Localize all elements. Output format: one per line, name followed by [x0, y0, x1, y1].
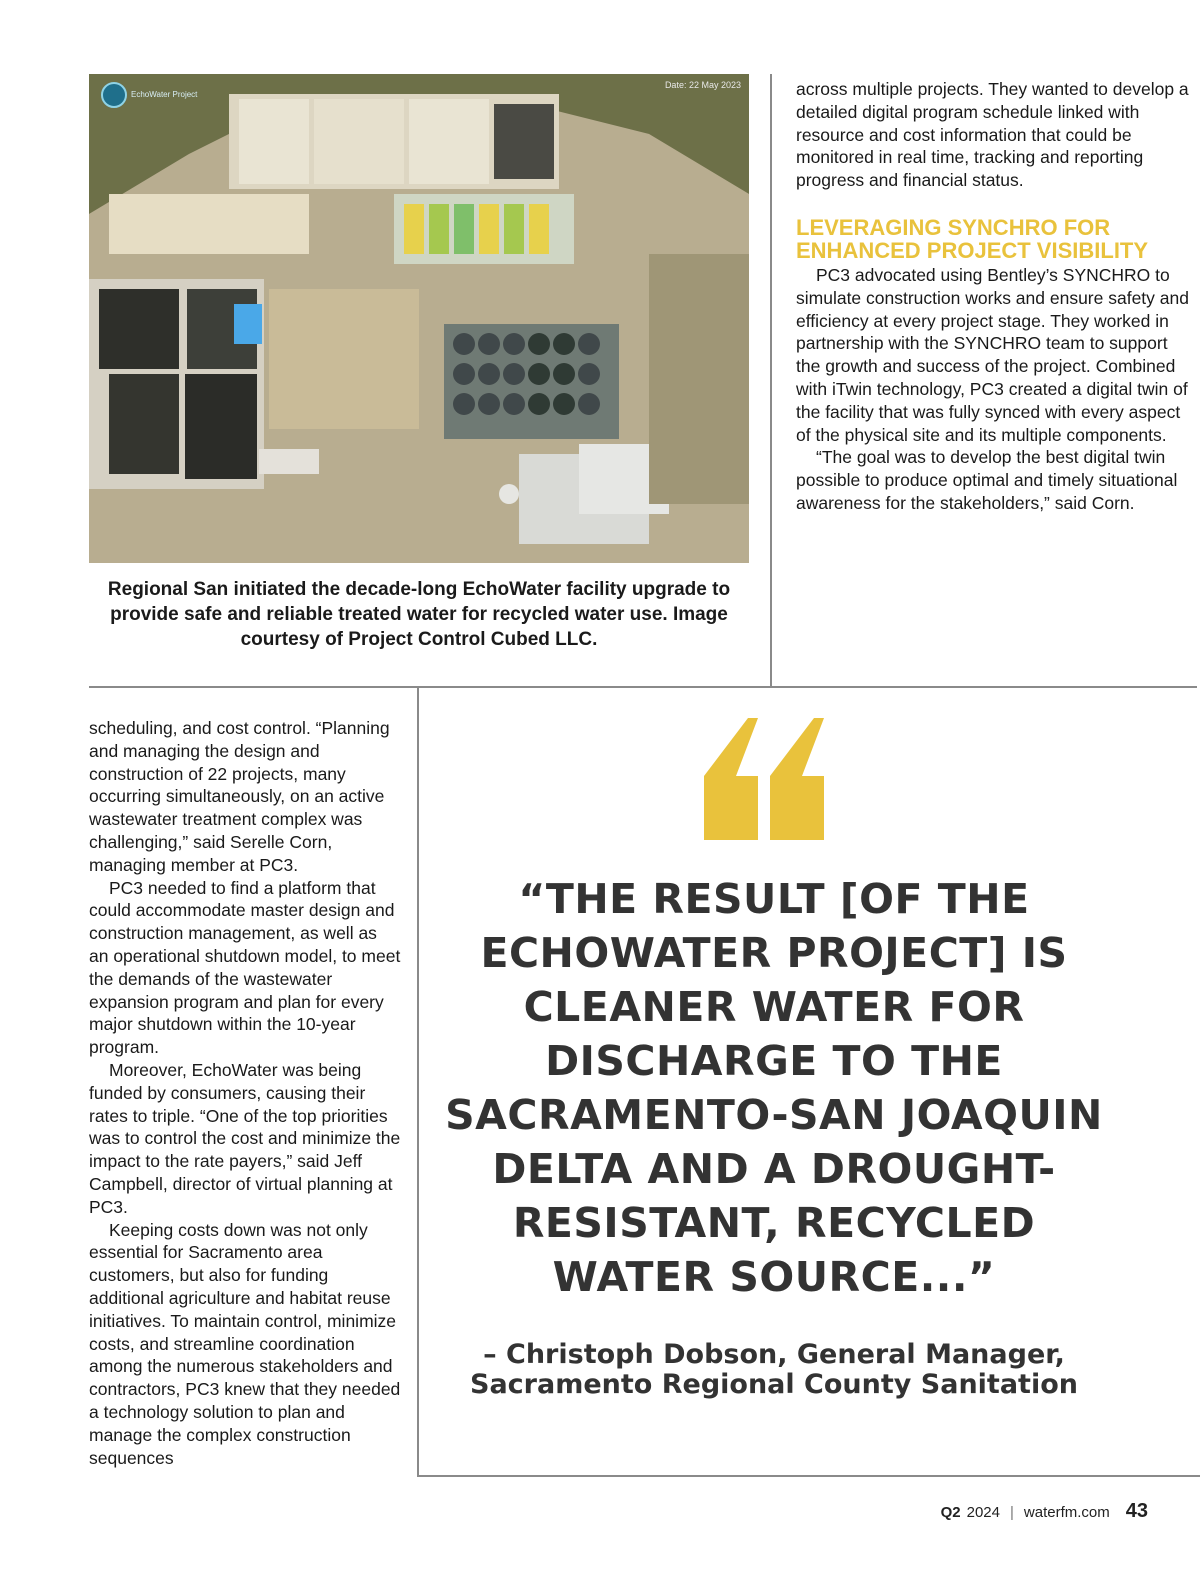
- left-column: [89, 717, 401, 1469]
- right-paragraph-1: across multiple projects. They wanted to develop a detailed digital program schedule linked with resource and cost information that could be monitored in real time, tracking and reporting progress and financial status.: [796, 79, 1189, 191]
- left-paragraph-4: Keeping costs down was not only essential for Sacramento area customers, but also for funding additional agriculture and habitat reuse initiatives. To maintain control, minimize costs, and streamline coordination among the numerous stakeholders and contractors, PC3 knew that they needed a technology solution to plan and manage the complex construction sequences: [89, 1219, 401, 1468]
- photo-date-stamp: Date: 22 May 2023: [664, 80, 741, 90]
- attribution-line-2: Sacramento Regional County Sanitation: [470, 1369, 1078, 1400]
- attribution-line-1: – Christoph Dobson, General Manager,: [483, 1339, 1065, 1370]
- column-divider: [770, 74, 772, 686]
- right-paragraph-3: “The goal was to develop the best digital twin possible to produce optimal and timely situational awareness for the stakeholders,” said Corn.: [796, 447, 1178, 513]
- aerial-photo-illustration: [89, 74, 749, 563]
- photo-caption: Regional San initiated the decade-long EchoWater facility upgrade to provide safe and reliable treated water for recycled water use. Image courtesy of Project Control Cubed LLC.: [107, 579, 731, 650]
- right-paragraph-2: PC3 advocated using Bentley’s SYNCHRO to simulate construction works and ensure safety and efficiency at every project stage. They worked in partnership with the SYNCHRO team to support the growth and success of the project. Combined with iTwin technology, PC3 created a digital twin of the facility that was fully synced with every aspect of the physical site and its multiple components.: [796, 264, 1189, 445]
- logo-icon: [101, 82, 127, 108]
- pullquote-text: “THE RESULT [OF THE ECHOWATER PROJECT] IS CLEANER WATER FOR DISCHARGE TO THE SACRAMENTO-SAN JOAQUIN DELTA AND A DROUGHT-RESISTANT, RECYCLED WATER SOURCE...”: [445, 875, 1103, 1301]
- project-logo: [101, 82, 197, 108]
- page-footer: [941, 1500, 1148, 1523]
- section-heading: LEVERAGING SYNCHRO FOR ENHANCED PROJECT VISIBILITY: [796, 214, 1149, 263]
- left-paragraph-2: PC3 needed to find a platform that could accommodate master design and construction management, as well as an operational shutdown model, to meet the demands of the wastewater expansion program and plan for every major shutdown within the 10-year program.: [89, 877, 401, 1058]
- right-column: [796, 78, 1191, 515]
- footer-separator: |: [1009, 1504, 1014, 1521]
- page-number: 43: [1125, 1500, 1148, 1522]
- logo-text: EchoWater Project: [131, 89, 198, 99]
- aerial-photo: [89, 74, 749, 563]
- left-paragraph-1: scheduling, and cost control. “Planning and managing the design and construction of 22 projects, many occurring simultaneously, on an active wastewater treatment complex was challenging,” said Serelle Corn, managing member at PC3.: [89, 718, 390, 875]
- pullquote-attribution: [440, 1340, 1108, 1400]
- quote-mark-icon: [700, 718, 830, 848]
- footer-year: 2024: [966, 1504, 1000, 1521]
- left-paragraph-3: Moreover, EchoWater was being funded by consumers, causing their rates to triple. “One of the top priorities was to control the cost and minimize the impact to the rate payers,” said Jeff Campbell, director of virtual planning at PC3.: [89, 1059, 401, 1217]
- footer-issue: Q2: [940, 1504, 961, 1521]
- footer-site: waterfm.com: [1023, 1504, 1110, 1521]
